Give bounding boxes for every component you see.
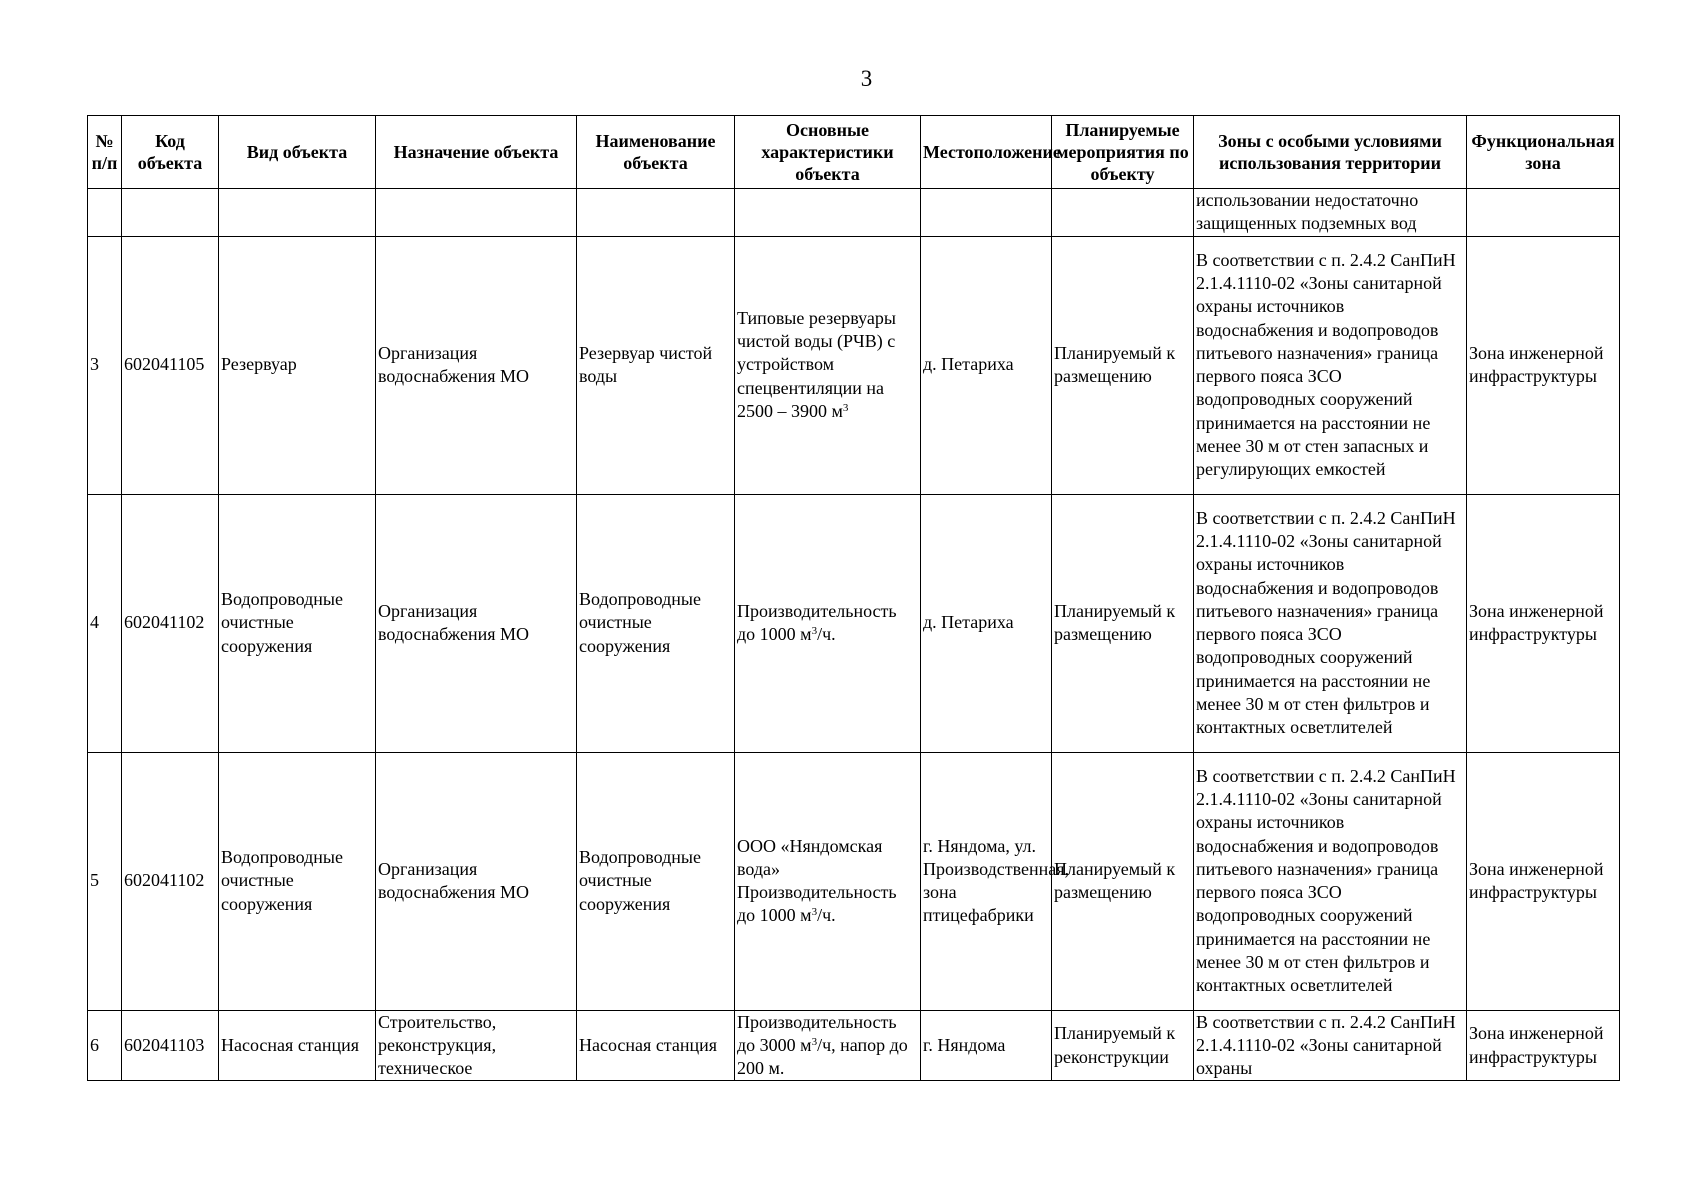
cell-name: Водопроводные очистные сооружения bbox=[577, 752, 735, 1010]
cell-purpose: Организация водоснабжения МО bbox=[376, 752, 577, 1010]
cell-location: д. Петариха bbox=[921, 236, 1052, 494]
cell-characteristics bbox=[735, 236, 921, 494]
cell-functional-zone: Зона инженерной инфраструктуры bbox=[1467, 1010, 1620, 1081]
cell-code bbox=[122, 189, 219, 237]
cell-zones: В соответствии с п. 2.4.2 СанПиН 2.1.4.1110-02 «Зоны санитарной охраны источников водоснабжения и водопроводов питьевого назначения» граница первого пояса ЗСО водопроводных сооружений принимается на расстоянии не менее 30 м от стен запасных и регулирующих емкостей bbox=[1194, 236, 1467, 494]
cell-location: д. Петариха bbox=[921, 494, 1052, 752]
cell-functional-zone: Зона инженерной инфраструктуры bbox=[1467, 236, 1620, 494]
superscript-exponent: 3 bbox=[811, 906, 818, 919]
cell-name: Резервуар чистой воды bbox=[577, 236, 735, 494]
cell-no: 5 bbox=[88, 752, 122, 1010]
header-zones: Зоны с особыми условиями использования территории bbox=[1194, 116, 1467, 189]
cell-no bbox=[88, 189, 122, 237]
cell-characteristics bbox=[735, 1010, 921, 1081]
cell-purpose: Строительство, реконструкция, техническое bbox=[376, 1010, 577, 1081]
cell-type bbox=[219, 189, 376, 237]
table-header-row bbox=[88, 116, 1620, 189]
header-code: Код объекта bbox=[122, 116, 219, 189]
characteristics-tail: /ч. bbox=[817, 905, 836, 926]
cell-no: 6 bbox=[88, 1010, 122, 1081]
cell-code: 602041103 bbox=[122, 1010, 219, 1081]
header-location: Местоположение bbox=[921, 116, 1052, 189]
page-number: 3 bbox=[860, 66, 873, 91]
cell-type: Водопроводные очистные сооружения bbox=[219, 494, 376, 752]
cell-purpose: Организация водоснабжения МО bbox=[376, 494, 577, 752]
cell-measures: Планируемый к размещению bbox=[1052, 236, 1194, 494]
cell-zones: В соответствии с п. 2.4.2 СанПиН 2.1.4.1110-02 «Зоны санитарной охраны bbox=[1194, 1010, 1467, 1081]
cell-no: 3 bbox=[88, 236, 122, 494]
table-row bbox=[88, 494, 1620, 752]
table-row bbox=[88, 1010, 1620, 1081]
cell-purpose bbox=[376, 189, 577, 237]
cell-measures bbox=[1052, 189, 1194, 237]
header-no: № п/п bbox=[88, 116, 122, 189]
characteristics-text: ООО «Няндомская вода» Производительность до 1000 м bbox=[737, 835, 897, 926]
cell-location bbox=[921, 189, 1052, 237]
cell-no: 4 bbox=[88, 494, 122, 752]
cell-measures: Планируемый к размещению bbox=[1052, 752, 1194, 1010]
cell-zones: использовании недостаточно защищенных подземных вод bbox=[1194, 189, 1467, 237]
header-characteristics: Основные характеристики объекта bbox=[735, 116, 921, 189]
superscript-exponent: 3 bbox=[842, 402, 849, 415]
table-row bbox=[88, 189, 1620, 237]
cell-type: Водопроводные очистные сооружения bbox=[219, 752, 376, 1010]
cell-measures: Планируемый к реконструкции bbox=[1052, 1010, 1194, 1081]
header-functional-zone: Функциональная зона bbox=[1467, 116, 1620, 189]
cell-code: 602041102 bbox=[122, 752, 219, 1010]
objects-table bbox=[87, 115, 1620, 1081]
header-measures: Планируемые мероприятия по объекту bbox=[1052, 116, 1194, 189]
cell-zones: В соответствии с п. 2.4.2 СанПиН 2.1.4.1110-02 «Зоны санитарной охраны источников водоснабжения и водопроводов питьевого назначения» граница первого пояса ЗСО водопроводных сооружений принимается на расстоянии не менее 30 м от стен фильтров и контактных осветлителей bbox=[1194, 494, 1467, 752]
table-row bbox=[88, 236, 1620, 494]
cell-purpose: Организация водоснабжения МО bbox=[376, 236, 577, 494]
cell-name: Водопроводные очистные сооружения bbox=[577, 494, 735, 752]
cell-code: 602041102 bbox=[122, 494, 219, 752]
cell-characteristics bbox=[735, 494, 921, 752]
cell-type: Насосная станция bbox=[219, 1010, 376, 1081]
characteristics-text: Типовые резервуары чистой воды (РЧВ) с устройством спецвентиляции на 2500 – 3900 м bbox=[737, 307, 896, 422]
cell-code: 602041105 bbox=[122, 236, 219, 494]
cell-zones: В соответствии с п. 2.4.2 СанПиН 2.1.4.1110-02 «Зоны санитарной охраны источников водоснабжения и водопроводов питьевого назначения» граница первого пояса ЗСО водопроводных сооружений принимается на расстоянии не менее 30 м от стен фильтров и контактных осветлителей bbox=[1194, 752, 1467, 1010]
header-name: Наименование объекта bbox=[577, 116, 735, 189]
characteristics-tail: /ч. bbox=[817, 624, 836, 645]
cell-name: Насосная станция bbox=[577, 1010, 735, 1081]
characteristics-tail: /ч, напор до 200 м. bbox=[737, 1034, 908, 1079]
cell-characteristics bbox=[735, 189, 921, 237]
cell-characteristics bbox=[735, 752, 921, 1010]
cell-functional-zone bbox=[1467, 189, 1620, 237]
superscript-exponent: 3 bbox=[811, 1035, 818, 1048]
header-purpose: Назначение объекта bbox=[376, 116, 577, 189]
cell-location: г. Няндома bbox=[921, 1010, 1052, 1081]
cell-name bbox=[577, 189, 735, 237]
table-row bbox=[88, 752, 1620, 1010]
cell-type: Резервуар bbox=[219, 236, 376, 494]
cell-measures: Планируемый к размещению bbox=[1052, 494, 1194, 752]
cell-functional-zone: Зона инженерной инфраструктуры bbox=[1467, 494, 1620, 752]
header-type: Вид объекта bbox=[219, 116, 376, 189]
characteristics-text: Производительность до 1000 м bbox=[737, 600, 897, 645]
superscript-exponent: 3 bbox=[811, 625, 818, 638]
cell-functional-zone: Зона инженерной инфраструктуры bbox=[1467, 752, 1620, 1010]
cell-location: г. Няндома, ул. Производственная, зона птицефабрики bbox=[921, 752, 1052, 1010]
characteristics-text: Производительность до 3000 м bbox=[737, 1011, 897, 1055]
